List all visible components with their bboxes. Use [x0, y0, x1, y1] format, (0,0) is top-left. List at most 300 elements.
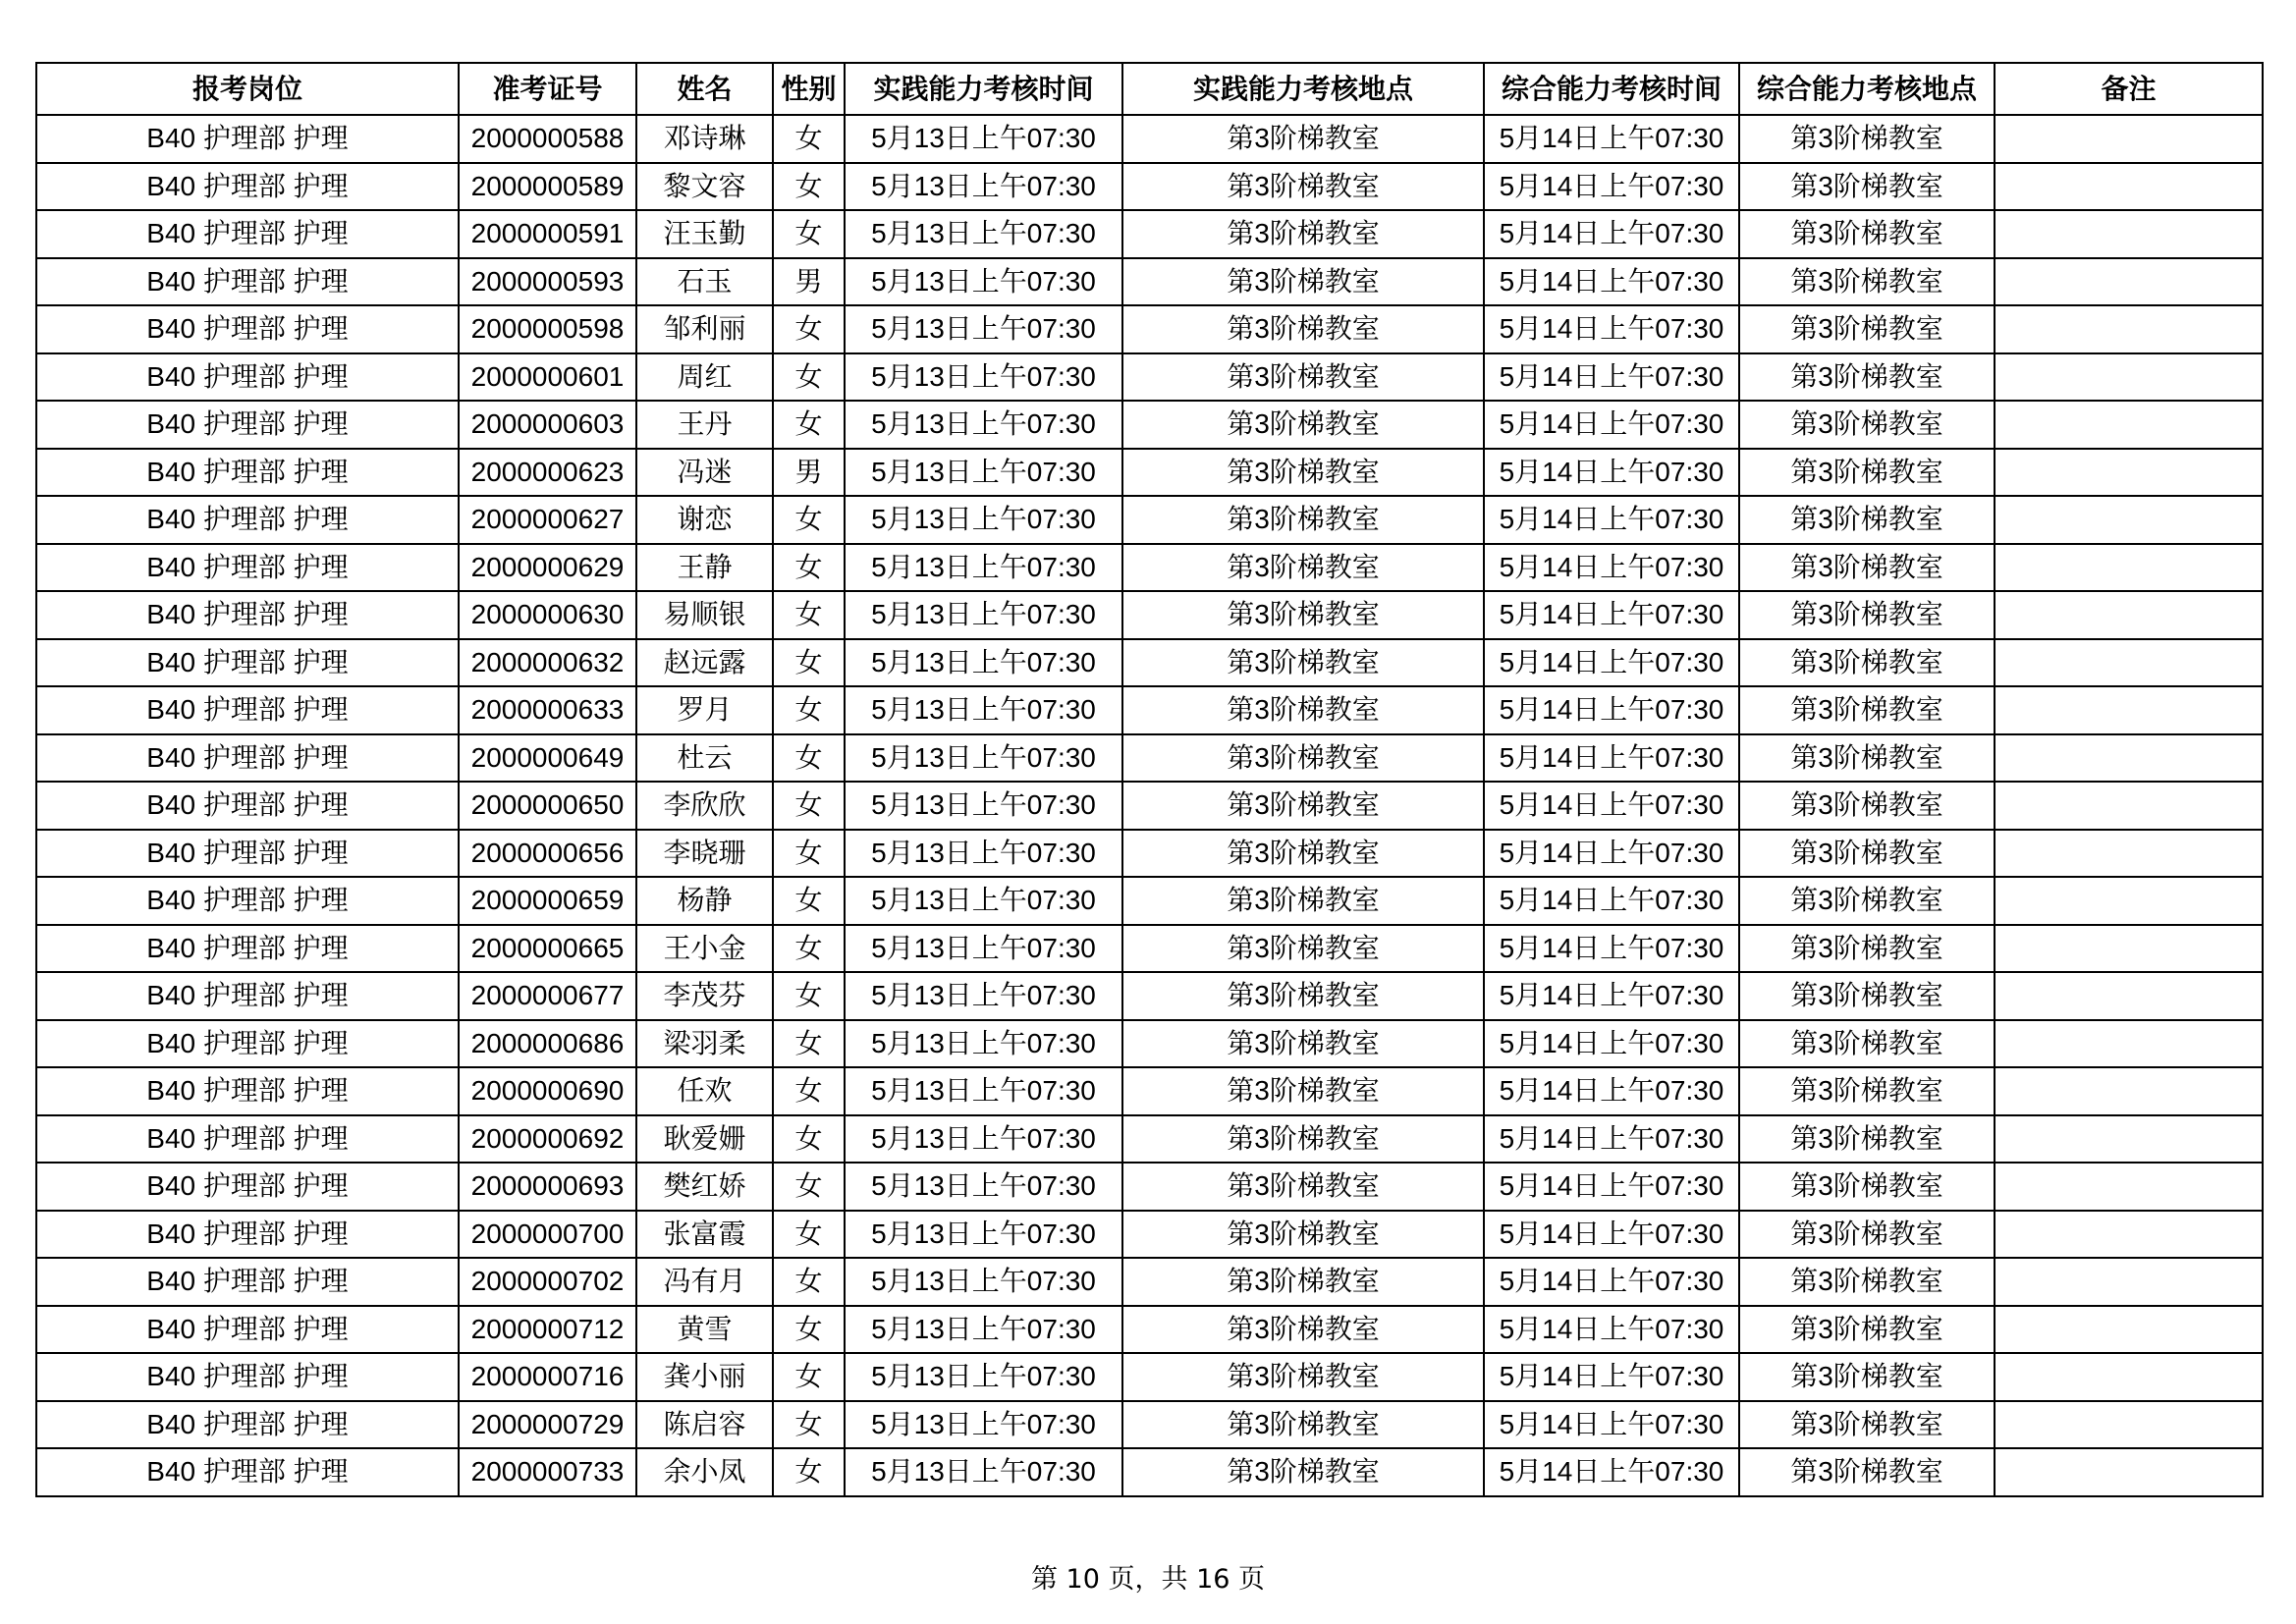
cell-position: B40 护理部 护理 [36, 591, 459, 639]
page-number: 第 10 页，共 16 页 [1030, 1564, 1266, 1595]
cell-comprehensive-time: 5月14日上午07:30 [1484, 1258, 1739, 1306]
cell-remarks [1995, 1211, 2263, 1259]
cell-ticket-number: 2000000716 [459, 1353, 636, 1401]
cell-name: 邹利丽 [636, 305, 773, 353]
exam-roster-table [35, 62, 2264, 1497]
table-row [36, 830, 2263, 878]
table-row [36, 1020, 2263, 1068]
cell-practical-location: 第3阶梯教室 [1122, 401, 1484, 449]
cell-position: B40 护理部 护理 [36, 163, 459, 211]
cell-practical-time: 5月13日上午07:30 [845, 1163, 1122, 1211]
cell-position: B40 护理部 护理 [36, 1211, 459, 1259]
table-row [36, 449, 2263, 497]
cell-ticket-number: 2000000601 [459, 353, 636, 402]
cell-comprehensive-time: 5月14日上午07:30 [1484, 544, 1739, 592]
cell-practical-time: 5月13日上午07:30 [845, 925, 1122, 973]
cell-comprehensive-time: 5月14日上午07:30 [1484, 972, 1739, 1020]
cell-comprehensive-time: 5月14日上午07:30 [1484, 449, 1739, 497]
cell-comprehensive-location: 第3阶梯教室 [1739, 258, 1995, 306]
table-row [36, 1448, 2263, 1496]
cell-position: B40 护理部 护理 [36, 830, 459, 878]
cell-gender: 女 [773, 734, 845, 783]
cell-ticket-number: 2000000690 [459, 1067, 636, 1115]
table-row [36, 401, 2263, 449]
cell-position: B40 护理部 护理 [36, 1020, 459, 1068]
table-row [36, 258, 2263, 306]
cell-position: B40 护理部 护理 [36, 115, 459, 163]
cell-gender: 女 [773, 1020, 845, 1068]
cell-comprehensive-location: 第3阶梯教室 [1739, 1258, 1995, 1306]
cell-remarks [1995, 496, 2263, 544]
cell-practical-location: 第3阶梯教室 [1122, 1067, 1484, 1115]
cell-remarks [1995, 972, 2263, 1020]
cell-gender: 女 [773, 925, 845, 973]
cell-gender: 女 [773, 115, 845, 163]
cell-remarks [1995, 782, 2263, 830]
cell-practical-time: 5月13日上午07:30 [845, 544, 1122, 592]
cell-gender: 女 [773, 591, 845, 639]
cell-comprehensive-time: 5月14日上午07:30 [1484, 877, 1739, 925]
cell-position: B40 护理部 护理 [36, 639, 459, 687]
cell-practical-location: 第3阶梯教室 [1122, 115, 1484, 163]
cell-ticket-number: 2000000588 [459, 115, 636, 163]
cell-gender: 女 [773, 782, 845, 830]
cell-gender: 女 [773, 1353, 845, 1401]
cell-ticket-number: 2000000627 [459, 496, 636, 544]
cell-practical-time: 5月13日上午07:30 [845, 449, 1122, 497]
cell-ticket-number: 2000000598 [459, 305, 636, 353]
cell-comprehensive-location: 第3阶梯教室 [1739, 1401, 1995, 1449]
cell-comprehensive-location: 第3阶梯教室 [1739, 1353, 1995, 1401]
cell-comprehensive-location: 第3阶梯教室 [1739, 734, 1995, 783]
cell-comprehensive-time: 5月14日上午07:30 [1484, 305, 1739, 353]
cell-ticket-number: 2000000686 [459, 1020, 636, 1068]
cell-practical-time: 5月13日上午07:30 [845, 1115, 1122, 1164]
cell-ticket-number: 2000000589 [459, 163, 636, 211]
cell-position: B40 护理部 护理 [36, 1353, 459, 1401]
cell-remarks [1995, 1401, 2263, 1449]
table-header-row [36, 63, 2263, 115]
cell-comprehensive-time: 5月14日上午07:30 [1484, 639, 1739, 687]
cell-name: 易顺银 [636, 591, 773, 639]
cell-comprehensive-time: 5月14日上午07:30 [1484, 353, 1739, 402]
cell-practical-location: 第3阶梯教室 [1122, 1115, 1484, 1164]
cell-name: 冯有月 [636, 1258, 773, 1306]
cell-remarks [1995, 591, 2263, 639]
cell-comprehensive-location: 第3阶梯教室 [1739, 830, 1995, 878]
cell-ticket-number: 2000000633 [459, 686, 636, 734]
cell-name: 汪玉勤 [636, 210, 773, 258]
cell-practical-location: 第3阶梯教室 [1122, 972, 1484, 1020]
cell-ticket-number: 2000000693 [459, 1163, 636, 1211]
cell-name: 李茂芬 [636, 972, 773, 1020]
cell-position: B40 护理部 护理 [36, 1163, 459, 1211]
cell-comprehensive-location: 第3阶梯教室 [1739, 972, 1995, 1020]
cell-practical-time: 5月13日上午07:30 [845, 1258, 1122, 1306]
cell-practical-location: 第3阶梯教室 [1122, 1211, 1484, 1259]
cell-name: 耿爱姗 [636, 1115, 773, 1164]
cell-practical-time: 5月13日上午07:30 [845, 115, 1122, 163]
cell-comprehensive-time: 5月14日上午07:30 [1484, 496, 1739, 544]
cell-remarks [1995, 115, 2263, 163]
cell-comprehensive-location: 第3阶梯教室 [1739, 305, 1995, 353]
cell-remarks [1995, 449, 2263, 497]
cell-gender: 男 [773, 258, 845, 306]
cell-position: B40 护理部 护理 [36, 972, 459, 1020]
cell-position: B40 护理部 护理 [36, 1401, 459, 1449]
table-row [36, 1067, 2263, 1115]
cell-name: 周红 [636, 353, 773, 402]
cell-position: B40 护理部 护理 [36, 1258, 459, 1306]
cell-practical-location: 第3阶梯教室 [1122, 686, 1484, 734]
table-row [36, 639, 2263, 687]
cell-practical-time: 5月13日上午07:30 [845, 258, 1122, 306]
cell-comprehensive-time: 5月14日上午07:30 [1484, 163, 1739, 211]
cell-position: B40 护理部 护理 [36, 401, 459, 449]
cell-comprehensive-time: 5月14日上午07:30 [1484, 830, 1739, 878]
cell-gender: 女 [773, 1163, 845, 1211]
cell-name: 黄雪 [636, 1306, 773, 1354]
cell-name: 王静 [636, 544, 773, 592]
table-row [36, 686, 2263, 734]
col-header-comprehensive-time: 综合能力考核时间 [1484, 63, 1739, 115]
table-row [36, 1258, 2263, 1306]
cell-ticket-number: 2000000692 [459, 1115, 636, 1164]
cell-practical-location: 第3阶梯教室 [1122, 163, 1484, 211]
cell-gender: 女 [773, 1211, 845, 1259]
cell-practical-location: 第3阶梯教室 [1122, 1306, 1484, 1354]
cell-ticket-number: 2000000659 [459, 877, 636, 925]
cell-ticket-number: 2000000650 [459, 782, 636, 830]
cell-ticket-number: 2000000665 [459, 925, 636, 973]
cell-comprehensive-location: 第3阶梯教室 [1739, 1163, 1995, 1211]
cell-comprehensive-time: 5月14日上午07:30 [1484, 1401, 1739, 1449]
cell-comprehensive-time: 5月14日上午07:30 [1484, 210, 1739, 258]
cell-ticket-number: 2000000729 [459, 1401, 636, 1449]
table-row [36, 1401, 2263, 1449]
cell-practical-location: 第3阶梯教室 [1122, 1353, 1484, 1401]
cell-remarks [1995, 1115, 2263, 1164]
cell-comprehensive-time: 5月14日上午07:30 [1484, 782, 1739, 830]
cell-practical-time: 5月13日上午07:30 [845, 353, 1122, 402]
cell-position: B40 护理部 护理 [36, 544, 459, 592]
cell-gender: 女 [773, 830, 845, 878]
table-row [36, 972, 2263, 1020]
table-row [36, 544, 2263, 592]
cell-ticket-number: 2000000603 [459, 401, 636, 449]
cell-remarks [1995, 1067, 2263, 1115]
cell-practical-time: 5月13日上午07:30 [845, 1353, 1122, 1401]
cell-practical-location: 第3阶梯教室 [1122, 449, 1484, 497]
cell-remarks [1995, 210, 2263, 258]
table-row [36, 1115, 2263, 1164]
cell-gender: 女 [773, 1448, 845, 1496]
table-row [36, 353, 2263, 402]
col-header-name: 姓名 [636, 63, 773, 115]
cell-comprehensive-time: 5月14日上午07:30 [1484, 734, 1739, 783]
cell-gender: 女 [773, 401, 845, 449]
cell-position: B40 护理部 护理 [36, 734, 459, 783]
cell-practical-time: 5月13日上午07:30 [845, 163, 1122, 211]
cell-comprehensive-location: 第3阶梯教室 [1739, 353, 1995, 402]
cell-comprehensive-location: 第3阶梯教室 [1739, 877, 1995, 925]
cell-comprehensive-time: 5月14日上午07:30 [1484, 1115, 1739, 1164]
cell-comprehensive-location: 第3阶梯教室 [1739, 1448, 1995, 1496]
cell-comprehensive-location: 第3阶梯教室 [1739, 591, 1995, 639]
cell-practical-location: 第3阶梯教室 [1122, 258, 1484, 306]
cell-comprehensive-location: 第3阶梯教室 [1739, 1211, 1995, 1259]
cell-gender: 女 [773, 686, 845, 734]
cell-gender: 女 [773, 210, 845, 258]
cell-name: 黎文容 [636, 163, 773, 211]
cell-remarks [1995, 877, 2263, 925]
cell-practical-time: 5月13日上午07:30 [845, 639, 1122, 687]
cell-ticket-number: 2000000733 [459, 1448, 636, 1496]
cell-name: 杜云 [636, 734, 773, 783]
cell-practical-time: 5月13日上午07:30 [845, 830, 1122, 878]
cell-comprehensive-location: 第3阶梯教室 [1739, 449, 1995, 497]
cell-comprehensive-location: 第3阶梯教室 [1739, 1020, 1995, 1068]
table-row [36, 1306, 2263, 1354]
cell-remarks [1995, 1448, 2263, 1496]
cell-comprehensive-time: 5月14日上午07:30 [1484, 115, 1739, 163]
cell-practical-location: 第3阶梯教室 [1122, 1401, 1484, 1449]
cell-comprehensive-location: 第3阶梯教室 [1739, 639, 1995, 687]
cell-comprehensive-location: 第3阶梯教室 [1739, 1067, 1995, 1115]
cell-ticket-number: 2000000677 [459, 972, 636, 1020]
cell-remarks [1995, 1258, 2263, 1306]
cell-practical-time: 5月13日上午07:30 [845, 1020, 1122, 1068]
cell-gender: 男 [773, 449, 845, 497]
cell-comprehensive-location: 第3阶梯教室 [1739, 1115, 1995, 1164]
cell-ticket-number: 2000000623 [459, 449, 636, 497]
cell-comprehensive-location: 第3阶梯教室 [1739, 496, 1995, 544]
cell-name: 罗月 [636, 686, 773, 734]
cell-gender: 女 [773, 305, 845, 353]
cell-ticket-number: 2000000630 [459, 591, 636, 639]
cell-gender: 女 [773, 496, 845, 544]
cell-gender: 女 [773, 1067, 845, 1115]
cell-comprehensive-time: 5月14日上午07:30 [1484, 1211, 1739, 1259]
cell-ticket-number: 2000000649 [459, 734, 636, 783]
cell-comprehensive-time: 5月14日上午07:30 [1484, 686, 1739, 734]
cell-name: 杨静 [636, 877, 773, 925]
cell-position: B40 护理部 护理 [36, 210, 459, 258]
col-header-ticket-number: 准考证号 [459, 63, 636, 115]
cell-comprehensive-location: 第3阶梯教室 [1739, 210, 1995, 258]
cell-remarks [1995, 734, 2263, 783]
cell-ticket-number: 2000000591 [459, 210, 636, 258]
cell-gender: 女 [773, 972, 845, 1020]
col-header-gender: 性别 [773, 63, 845, 115]
cell-position: B40 护理部 护理 [36, 449, 459, 497]
cell-practical-time: 5月13日上午07:30 [845, 686, 1122, 734]
cell-comprehensive-location: 第3阶梯教室 [1739, 1306, 1995, 1354]
cell-position: B40 护理部 护理 [36, 353, 459, 402]
col-header-remarks: 备注 [1995, 63, 2263, 115]
cell-name: 李欣欣 [636, 782, 773, 830]
cell-gender: 女 [773, 353, 845, 402]
cell-practical-time: 5月13日上午07:30 [845, 877, 1122, 925]
cell-gender: 女 [773, 639, 845, 687]
cell-position: B40 护理部 护理 [36, 496, 459, 544]
cell-remarks [1995, 163, 2263, 211]
table-body [36, 115, 2263, 1496]
cell-comprehensive-location: 第3阶梯教室 [1739, 782, 1995, 830]
cell-remarks [1995, 639, 2263, 687]
cell-ticket-number: 2000000656 [459, 830, 636, 878]
cell-practical-location: 第3阶梯教室 [1122, 925, 1484, 973]
cell-name: 张富霞 [636, 1211, 773, 1259]
table-row [36, 591, 2263, 639]
cell-comprehensive-time: 5月14日上午07:30 [1484, 1067, 1739, 1115]
table-row [36, 496, 2263, 544]
cell-remarks [1995, 1306, 2263, 1354]
cell-practical-time: 5月13日上午07:30 [845, 1067, 1122, 1115]
cell-ticket-number: 2000000702 [459, 1258, 636, 1306]
cell-remarks [1995, 544, 2263, 592]
cell-comprehensive-time: 5月14日上午07:30 [1484, 1353, 1739, 1401]
cell-comprehensive-time: 5月14日上午07:30 [1484, 1020, 1739, 1068]
cell-comprehensive-location: 第3阶梯教室 [1739, 401, 1995, 449]
cell-practical-time: 5月13日上午07:30 [845, 1401, 1122, 1449]
cell-practical-location: 第3阶梯教室 [1122, 734, 1484, 783]
cell-gender: 女 [773, 1258, 845, 1306]
cell-name: 石玉 [636, 258, 773, 306]
cell-practical-location: 第3阶梯教室 [1122, 639, 1484, 687]
cell-practical-time: 5月13日上午07:30 [845, 210, 1122, 258]
cell-comprehensive-time: 5月14日上午07:30 [1484, 258, 1739, 306]
cell-practical-time: 5月13日上午07:30 [845, 496, 1122, 544]
cell-name: 龚小丽 [636, 1353, 773, 1401]
cell-position: B40 护理部 护理 [36, 258, 459, 306]
cell-ticket-number: 2000000712 [459, 1306, 636, 1354]
cell-remarks [1995, 305, 2263, 353]
cell-practical-location: 第3阶梯教室 [1122, 1258, 1484, 1306]
cell-practical-time: 5月13日上午07:30 [845, 782, 1122, 830]
cell-name: 王丹 [636, 401, 773, 449]
cell-remarks [1995, 1353, 2263, 1401]
cell-comprehensive-time: 5月14日上午07:30 [1484, 1448, 1739, 1496]
table-row [36, 782, 2263, 830]
cell-gender: 女 [773, 1401, 845, 1449]
cell-ticket-number: 2000000593 [459, 258, 636, 306]
cell-practical-location: 第3阶梯教室 [1122, 591, 1484, 639]
cell-gender: 女 [773, 163, 845, 211]
cell-comprehensive-location: 第3阶梯教室 [1739, 925, 1995, 973]
cell-practical-time: 5月13日上午07:30 [845, 305, 1122, 353]
cell-ticket-number: 2000000700 [459, 1211, 636, 1259]
cell-practical-time: 5月13日上午07:30 [845, 1211, 1122, 1259]
cell-name: 陈启容 [636, 1401, 773, 1449]
cell-practical-location: 第3阶梯教室 [1122, 353, 1484, 402]
cell-ticket-number: 2000000632 [459, 639, 636, 687]
cell-name: 冯迷 [636, 449, 773, 497]
cell-practical-time: 5月13日上午07:30 [845, 1306, 1122, 1354]
cell-position: B40 护理部 护理 [36, 1306, 459, 1354]
cell-name: 梁羽柔 [636, 1020, 773, 1068]
cell-position: B40 护理部 护理 [36, 1448, 459, 1496]
cell-practical-time: 5月13日上午07:30 [845, 734, 1122, 783]
col-header-comprehensive-location: 综合能力考核地点 [1739, 63, 1995, 115]
cell-name: 王小金 [636, 925, 773, 973]
cell-comprehensive-location: 第3阶梯教室 [1739, 686, 1995, 734]
cell-remarks [1995, 1163, 2263, 1211]
cell-remarks [1995, 353, 2263, 402]
cell-practical-location: 第3阶梯教室 [1122, 544, 1484, 592]
cell-practical-location: 第3阶梯教室 [1122, 830, 1484, 878]
table-row [36, 1211, 2263, 1259]
table-row [36, 163, 2263, 211]
cell-name: 余小凤 [636, 1448, 773, 1496]
cell-comprehensive-time: 5月14日上午07:30 [1484, 1163, 1739, 1211]
cell-practical-location: 第3阶梯教室 [1122, 210, 1484, 258]
col-header-position: 报考岗位 [36, 63, 459, 115]
cell-practical-location: 第3阶梯教室 [1122, 877, 1484, 925]
cell-practical-location: 第3阶梯教室 [1122, 1448, 1484, 1496]
cell-comprehensive-location: 第3阶梯教室 [1739, 544, 1995, 592]
cell-remarks [1995, 686, 2263, 734]
cell-name: 邓诗琳 [636, 115, 773, 163]
table-row [36, 734, 2263, 783]
table-row [36, 115, 2263, 163]
col-header-practical-location: 实践能力考核地点 [1122, 63, 1484, 115]
cell-practical-time: 5月13日上午07:30 [845, 401, 1122, 449]
cell-position: B40 护理部 护理 [36, 782, 459, 830]
cell-remarks [1995, 1020, 2263, 1068]
table-row [36, 305, 2263, 353]
cell-remarks [1995, 925, 2263, 973]
cell-practical-time: 5月13日上午07:30 [845, 972, 1122, 1020]
table-row [36, 877, 2263, 925]
col-header-practical-time: 实践能力考核时间 [845, 63, 1122, 115]
cell-position: B40 护理部 护理 [36, 1115, 459, 1164]
cell-position: B40 护理部 护理 [36, 686, 459, 734]
cell-comprehensive-time: 5月14日上午07:30 [1484, 591, 1739, 639]
cell-comprehensive-time: 5月14日上午07:30 [1484, 925, 1739, 973]
cell-remarks [1995, 830, 2263, 878]
cell-position: B40 护理部 护理 [36, 925, 459, 973]
cell-ticket-number: 2000000629 [459, 544, 636, 592]
cell-name: 任欢 [636, 1067, 773, 1115]
cell-name: 谢恋 [636, 496, 773, 544]
cell-gender: 女 [773, 544, 845, 592]
cell-position: B40 护理部 护理 [36, 1067, 459, 1115]
table-row [36, 1163, 2263, 1211]
cell-practical-time: 5月13日上午07:30 [845, 591, 1122, 639]
cell-comprehensive-location: 第3阶梯教室 [1739, 115, 1995, 163]
cell-practical-location: 第3阶梯教室 [1122, 782, 1484, 830]
cell-remarks [1995, 401, 2263, 449]
cell-gender: 女 [773, 877, 845, 925]
cell-position: B40 护理部 护理 [36, 877, 459, 925]
cell-practical-location: 第3阶梯教室 [1122, 1020, 1484, 1068]
cell-name: 李晓珊 [636, 830, 773, 878]
cell-practical-location: 第3阶梯教室 [1122, 1163, 1484, 1211]
table-row [36, 1353, 2263, 1401]
cell-comprehensive-time: 5月14日上午07:30 [1484, 401, 1739, 449]
cell-gender: 女 [773, 1306, 845, 1354]
cell-name: 樊红娇 [636, 1163, 773, 1211]
cell-gender: 女 [773, 1115, 845, 1164]
cell-position: B40 护理部 护理 [36, 305, 459, 353]
cell-comprehensive-time: 5月14日上午07:30 [1484, 1306, 1739, 1354]
cell-remarks [1995, 258, 2263, 306]
cell-practical-time: 5月13日上午07:30 [845, 1448, 1122, 1496]
cell-comprehensive-location: 第3阶梯教室 [1739, 163, 1995, 211]
table-row [36, 925, 2263, 973]
cell-name: 赵远露 [636, 639, 773, 687]
